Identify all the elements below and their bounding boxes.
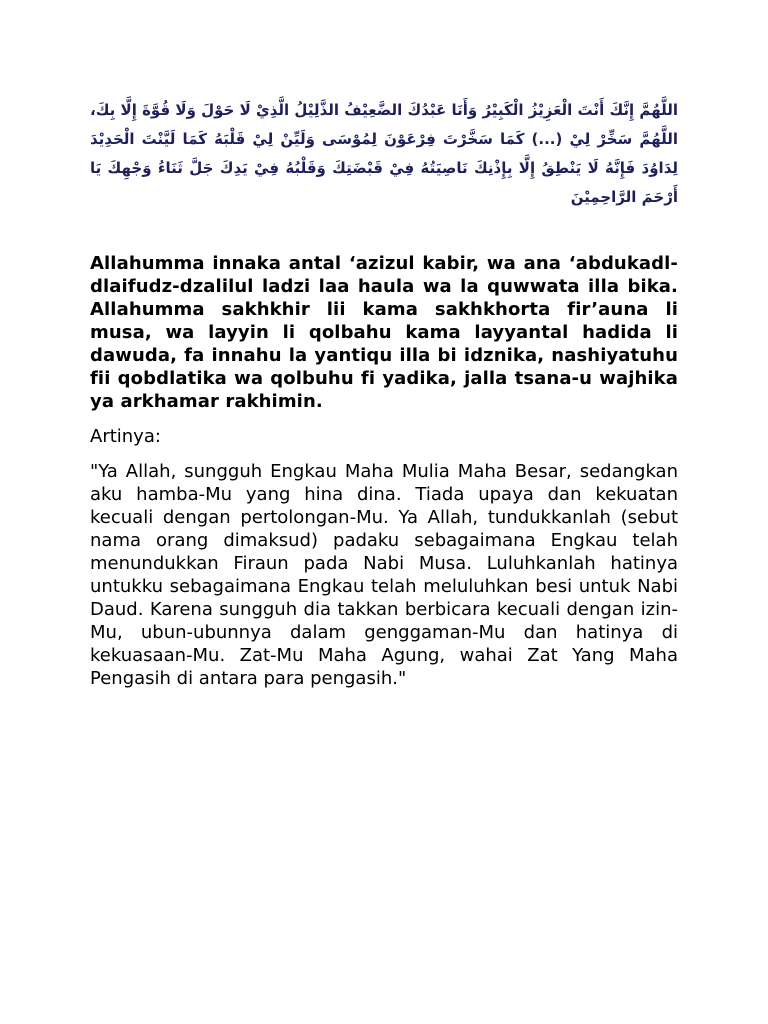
document-page — [90, 96, 678, 690]
translation-text: "Ya Allah, sungguh Engkau Maha Mulia Maha Besar, sedangkan aku hamba-Mu yang hina dina. Tiada upaya dan kekuatan kecuali dengan pertolongan-Mu. Ya Allah, tundukkanlah (sebut nama orang dimaksud) padaku sebagaimana Engkau telah menundukkan Firaun pada Nabi Musa. Luluhkanlah hatinya untukku sebagaimana Engkau telah meluluhkan besi untuk Nabi Daud. Karena sungguh dia takkan berbicara kecuali dengan izin-Mu, ubun-ubunnya dalam genggaman-Mu dan hatinya di kekuasaan-Mu. Zat-Mu Maha Agung, wahai Zat Yang Maha Pengasih di antara para pengasih." — [90, 461, 678, 689]
latin-transliteration: Allahumma innaka antal ‘azizul kabir, wa ana ‘abdukadl-dlaifudz-dzalilul ladzi laa haula wa la quwwata illa bika. Allahumma sakhkhir lii kama sakhkhorta fir’auna li musa, wa layyin li qolbahu kama layyantal hadida li dawuda, fa innahu la yantiqu illa bi idznika, nashiyatuhu fii qobdlatika wa qolbuhu fi yadika, jalla tsana-u wajhika ya arkhamar rakhimin. — [90, 253, 678, 412]
translation-label: Artinya: — [90, 426, 161, 447]
arabic-prayer-text: اللَّهُمَّ إِنَّكَ أَنْتَ الْعَزِيْزُ الْكَبِيْرُ وَأَنَا عَبْدُكَ الضَّعِيْفُ الذَّلِيْلُ الَّذِيْ لَا حَوْلَ وَلَا قُوَّةَ إِلَّا بِكَ، اللَّهُمَّ سَخِّرْ لِيْ (...) كَمَا سَخَّرْتَ فِرْعَوْنَ لِمُوْسَى وَلَيِّنْ لِيْ قَلْبَهُ كَمَا لَيَّنْتَ الْحَدِيْدَ لِدَاوُدَ فَإِنَّهُ لَا يَنْطِقُ إِلَّا بِإِذْنِكَ نَاصِيَتُهُ فِيْ قَبْضَتِكَ وَقَلْبُهُ فِيْ يَدِكَ جَلَّ ثَنَاءُ وَجْهِكَ يَا أَرْحَمَ الرَّاحِمِيْنَ — [90, 101, 678, 206]
